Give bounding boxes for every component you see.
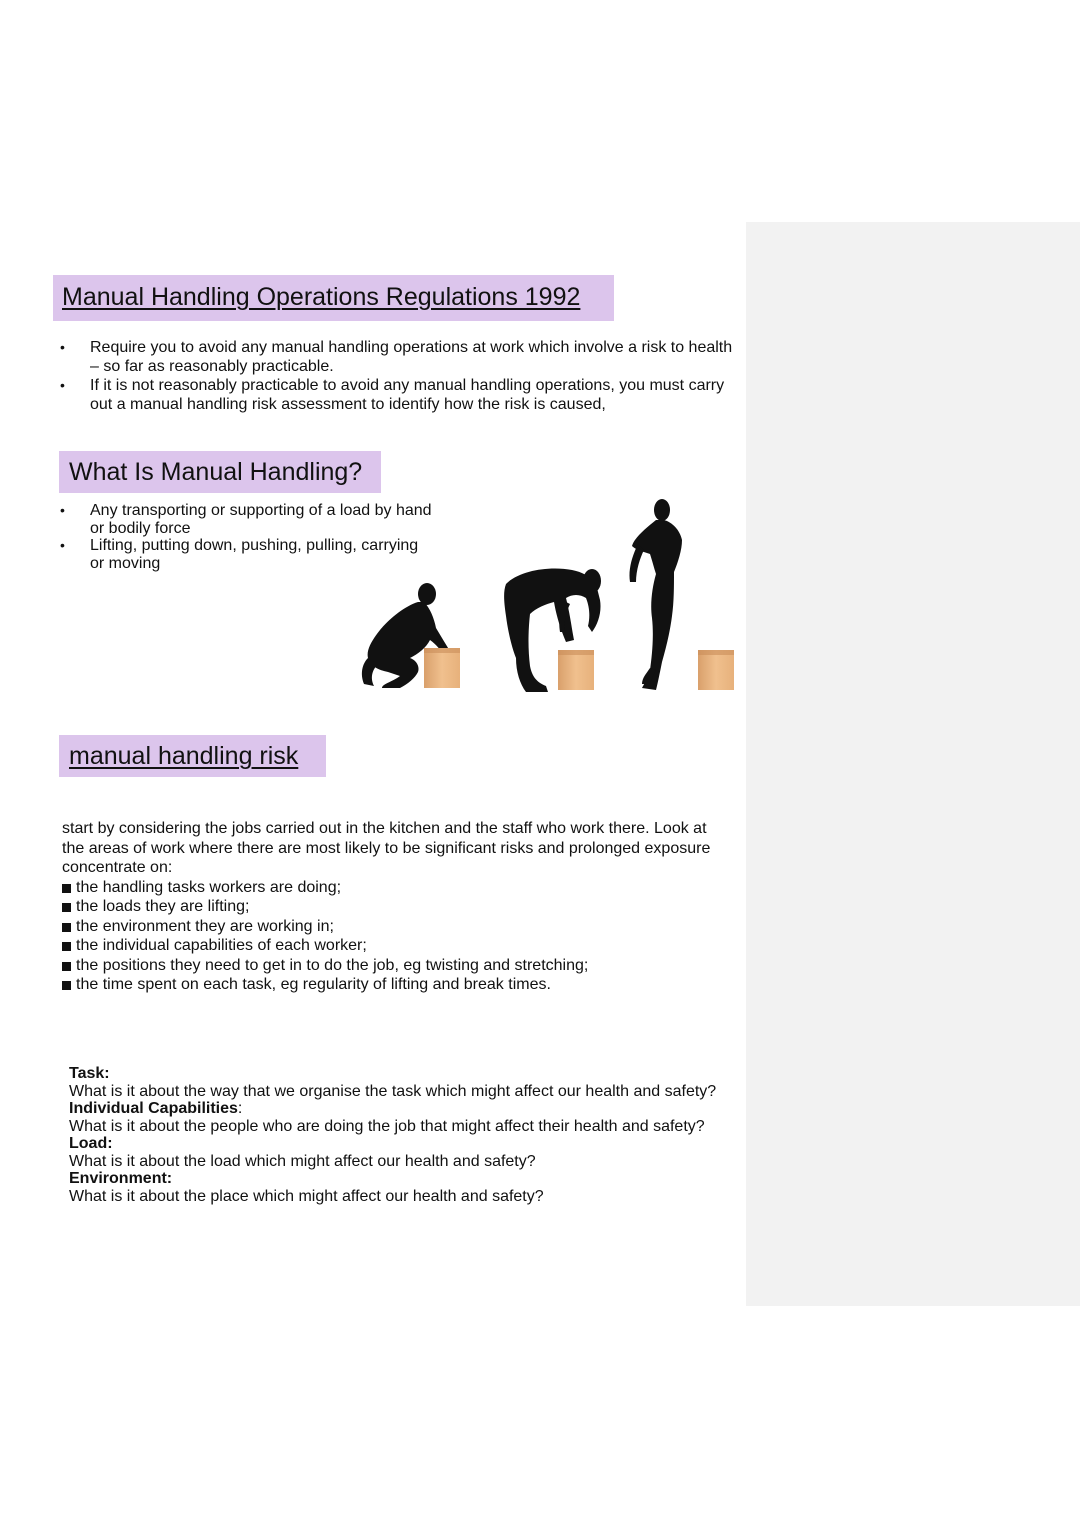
factor-individual-label-text: Individual Capabilities — [69, 1100, 238, 1117]
risk-intro-text: start by considering the jobs carried out in the kitchen and the staff who work there. Look at the areas of work where there are most likely to be significant risks and prolonged exposure concentrate on: — [62, 820, 711, 876]
comment-pane — [746, 222, 1080, 1306]
list-item: • Require you to avoid any manual handling operations at work which involve a risk to health – so far as reasonably practicable. — [53, 338, 733, 376]
box — [424, 648, 460, 688]
lifting-posture-illustration — [360, 498, 740, 708]
box — [698, 650, 734, 690]
list-item: • Any transporting or supporting of a load by hand or bodily force — [53, 502, 433, 537]
list-item: the handling tasks workers are doing; — [62, 878, 732, 898]
what-is-heading — [59, 451, 381, 493]
what-is-heading-text: What Is Manual Handling? — [69, 458, 363, 486]
factor-individual-question: What is it about the people who are doing the job that might affect their health and safety? — [69, 1117, 705, 1135]
factor-load-label: Load: — [69, 1135, 113, 1152]
list-item: the positions they need to get in to do the job, eg twisting and stretching; — [62, 956, 732, 976]
factor-task-question: What is it about the way that we organise the task which might affect our health and safety? — [69, 1082, 717, 1100]
box — [558, 650, 594, 690]
regulations-list — [53, 338, 733, 414]
factor-environment-question: What is it about the place which might affect our health and safety? — [69, 1187, 544, 1205]
factor-individual-label — [69, 1100, 729, 1118]
list-item: the loads they are lifting; — [62, 897, 732, 917]
factor-task-label: Task: — [69, 1065, 110, 1082]
regulations-heading — [53, 275, 614, 321]
regulations-heading-text: Manual Handling Operations Regulations 1992 — [62, 283, 581, 311]
risk-intro-block — [62, 819, 732, 995]
list-item: • Lifting, putting down, pushing, pulling, carrying or moving — [53, 537, 433, 572]
risk-heading — [59, 735, 326, 777]
list-item: the environment they are working in; — [62, 917, 732, 937]
factor-individual-colon: : — [237, 1100, 243, 1117]
factor-load-question: What is it about the load which might affect our health and safety? — [69, 1152, 536, 1170]
assessment-questions — [69, 1065, 729, 1205]
factor-environment-label: Environment: — [69, 1170, 173, 1187]
list-item: the individual capabilities of each worker; — [62, 936, 732, 956]
risk-factor-list — [62, 878, 732, 995]
risk-heading-text: manual handling risk — [69, 742, 299, 770]
standing-figure — [629, 499, 682, 690]
list-item: • If it is not reasonably practicable to avoid any manual handling operations, you must carry out a manual handling risk assessment to identify how the risk is caused, — [53, 376, 733, 414]
list-item: the time spent on each task, eg regularity of lifting and break times. — [62, 975, 732, 995]
